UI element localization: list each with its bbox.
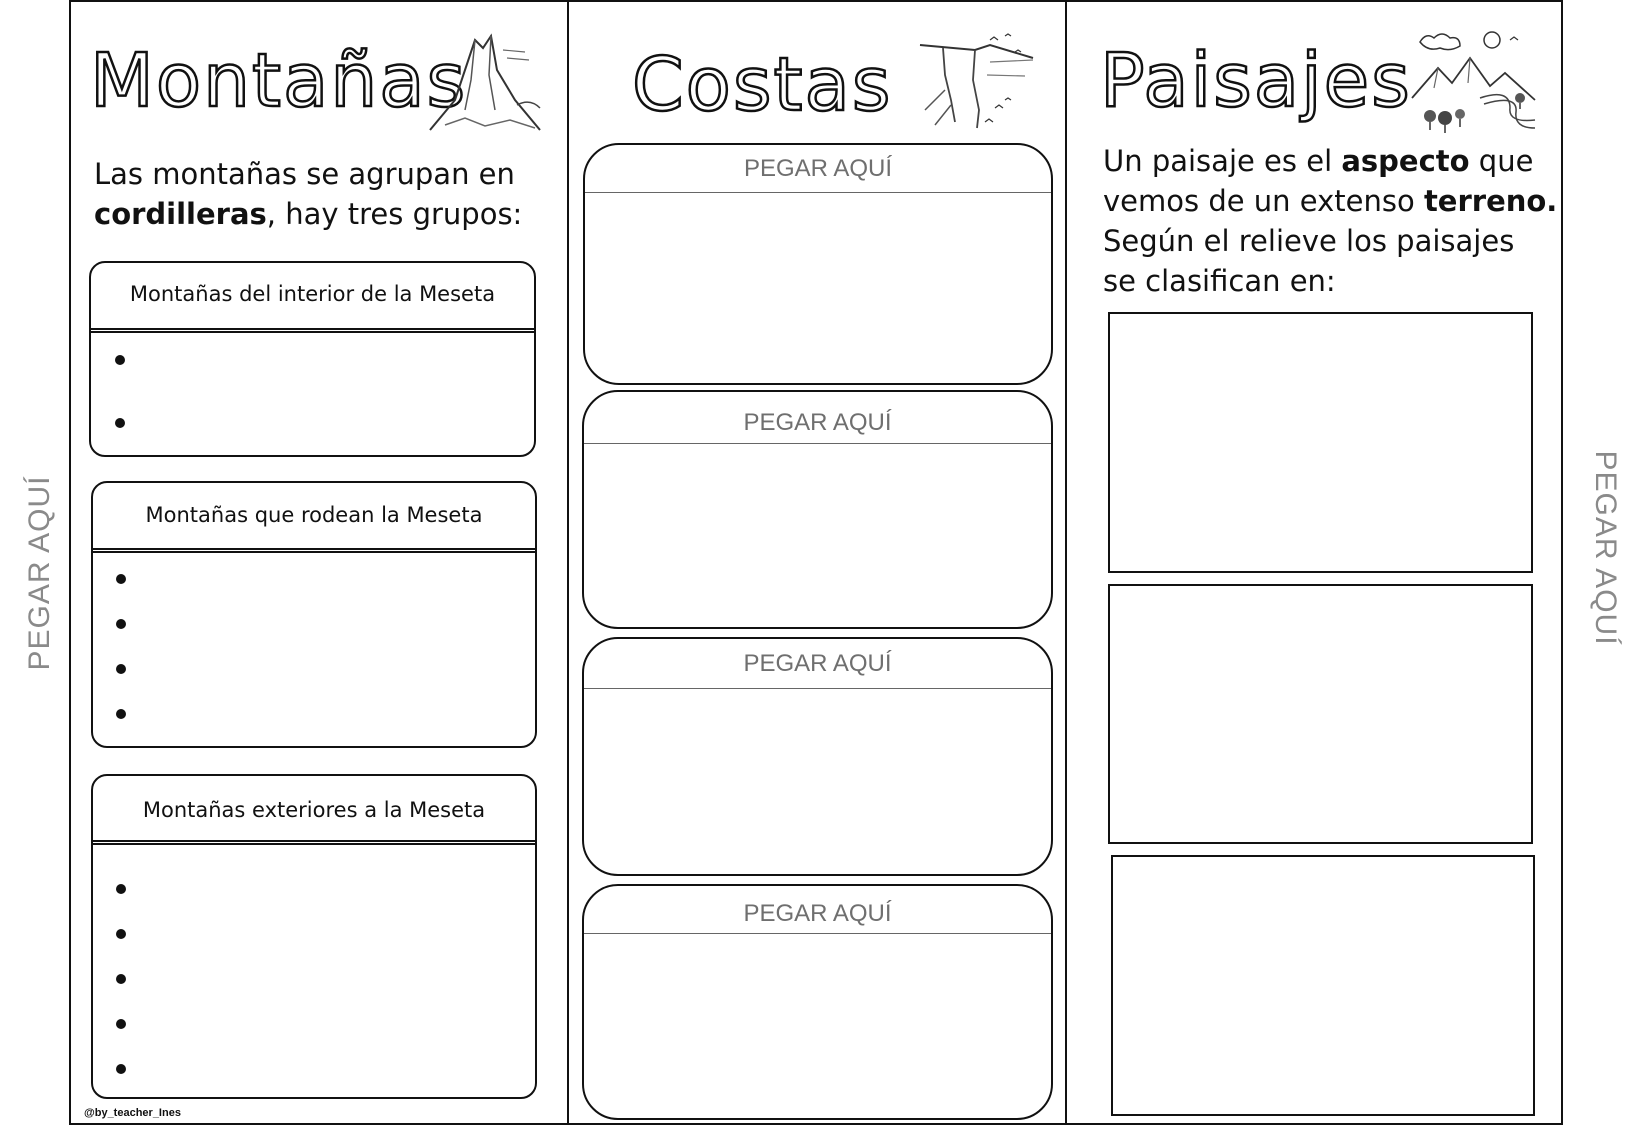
paste-label: PEGAR AQUÍ (584, 392, 1051, 444)
bullet-point (116, 709, 126, 719)
landscape-answer-box-2[interactable] (1108, 584, 1533, 844)
landscapes-intro-line3: Según el relieve los paisajes (1103, 224, 1515, 258)
right-paste-label: PEGAR AQUÍ (1589, 450, 1622, 646)
group-heading: Montañas del interior de la Meseta (91, 263, 534, 333)
group-exteriores-meseta (91, 774, 537, 1099)
landscapes-intro-line4: se clasifican en: (1103, 264, 1336, 298)
bullet-point (115, 418, 125, 428)
landscapes-title: Paisajes (1100, 38, 1412, 124)
bullet-point (116, 1064, 126, 1074)
author-credit: @by_teacher_Ines (84, 1107, 181, 1119)
intro-keyword-cordilleras: cordilleras (94, 197, 267, 231)
bullet-point (116, 974, 126, 984)
landscape-answer-box-1[interactable] (1108, 312, 1533, 573)
group-heading: Montañas que rodean la Meseta (93, 483, 535, 553)
mountains-intro-line2 (94, 194, 534, 234)
landscapes-intro (1103, 141, 1563, 301)
cliff-coast-drawing-icon (915, 30, 1040, 135)
paste-label: PEGAR AQUÍ (584, 886, 1051, 934)
mountains-intro-line1: Las montañas se agrupan en (94, 157, 515, 191)
intro-line2-rest: , hay tres grupos: (266, 197, 523, 231)
panel-divider-1 (567, 0, 569, 1125)
paste-label: PEGAR AQUÍ (585, 145, 1051, 193)
coast-paste-box-3[interactable] (582, 637, 1053, 876)
coasts-title: Costas (632, 42, 893, 128)
bullet-point (116, 574, 126, 584)
landscapes-intro-line2: vemos de un extenso terreno. (1103, 184, 1558, 218)
group-rodean-meseta (91, 481, 537, 748)
landscapes-intro-line1: Un paisaje es el aspecto que (1103, 144, 1534, 178)
mountains-title: Montañas (90, 38, 468, 124)
intro-keyword-terreno: terreno. (1423, 184, 1558, 218)
bullet-point (116, 619, 126, 629)
coast-paste-box-1[interactable] (583, 143, 1053, 385)
bullet-point (115, 355, 125, 365)
panel-divider-2 (1065, 0, 1067, 1125)
bullet-point (116, 884, 126, 894)
bullet-point (116, 1019, 126, 1029)
landscape-drawing-icon (1410, 28, 1540, 138)
intro-keyword-aspecto: aspecto (1341, 144, 1470, 178)
mountains-intro (94, 154, 534, 234)
coast-paste-box-4[interactable] (582, 884, 1053, 1120)
group-heading: Montañas exteriores a la Meseta (93, 776, 535, 845)
mountain-drawing-icon (425, 30, 545, 140)
left-paste-label: PEGAR AQUÍ (23, 475, 56, 671)
group-interior-meseta (89, 261, 536, 457)
bullet-point (116, 664, 126, 674)
coast-paste-box-2[interactable] (582, 390, 1053, 629)
paste-label: PEGAR AQUÍ (584, 639, 1051, 689)
bullet-point (116, 929, 126, 939)
landscape-answer-box-3[interactable] (1111, 855, 1535, 1116)
